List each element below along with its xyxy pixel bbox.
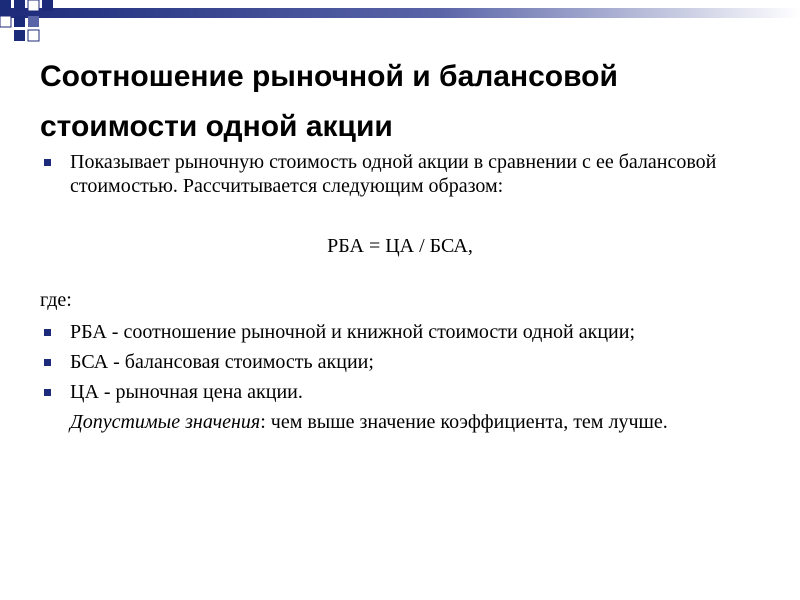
definition-text: БСА - балансовая стоимость акции; <box>70 351 374 373</box>
intro-text: Показывает рыночную стоимость одной акции в сравнении с ее балансовой стоимостью. Рассчитывается следующим образом: <box>70 151 717 197</box>
formula: РБА = ЦА / БСА, <box>327 235 473 257</box>
checker-squares-decoration-icon <box>0 0 70 44</box>
note-label: Допустимые значения <box>70 411 261 433</box>
square-bullet-icon <box>44 329 51 336</box>
where-label: где: <box>40 289 72 311</box>
square-bullet-icon <box>44 389 51 396</box>
slide-title: Соотношение рыночной и балансовой стоимости одной акции <box>40 60 618 143</box>
definition-item <box>40 350 760 374</box>
definition-text: ЦА - рыночная цена акции. <box>70 381 303 403</box>
definition-text: РБА - соотношение рыночной и книжной стоимости одной акции; <box>70 321 635 343</box>
square-bullet-icon <box>44 359 51 366</box>
intro-bullet <box>40 150 760 198</box>
definition-item <box>40 320 760 344</box>
square-bullet-icon <box>44 159 51 166</box>
slide-content <box>40 150 760 434</box>
header-gradient-band <box>0 0 800 44</box>
note-text: : чем выше значение коэффициента, тем лучше. <box>260 411 668 433</box>
definition-item <box>40 380 760 404</box>
note <box>40 410 760 434</box>
